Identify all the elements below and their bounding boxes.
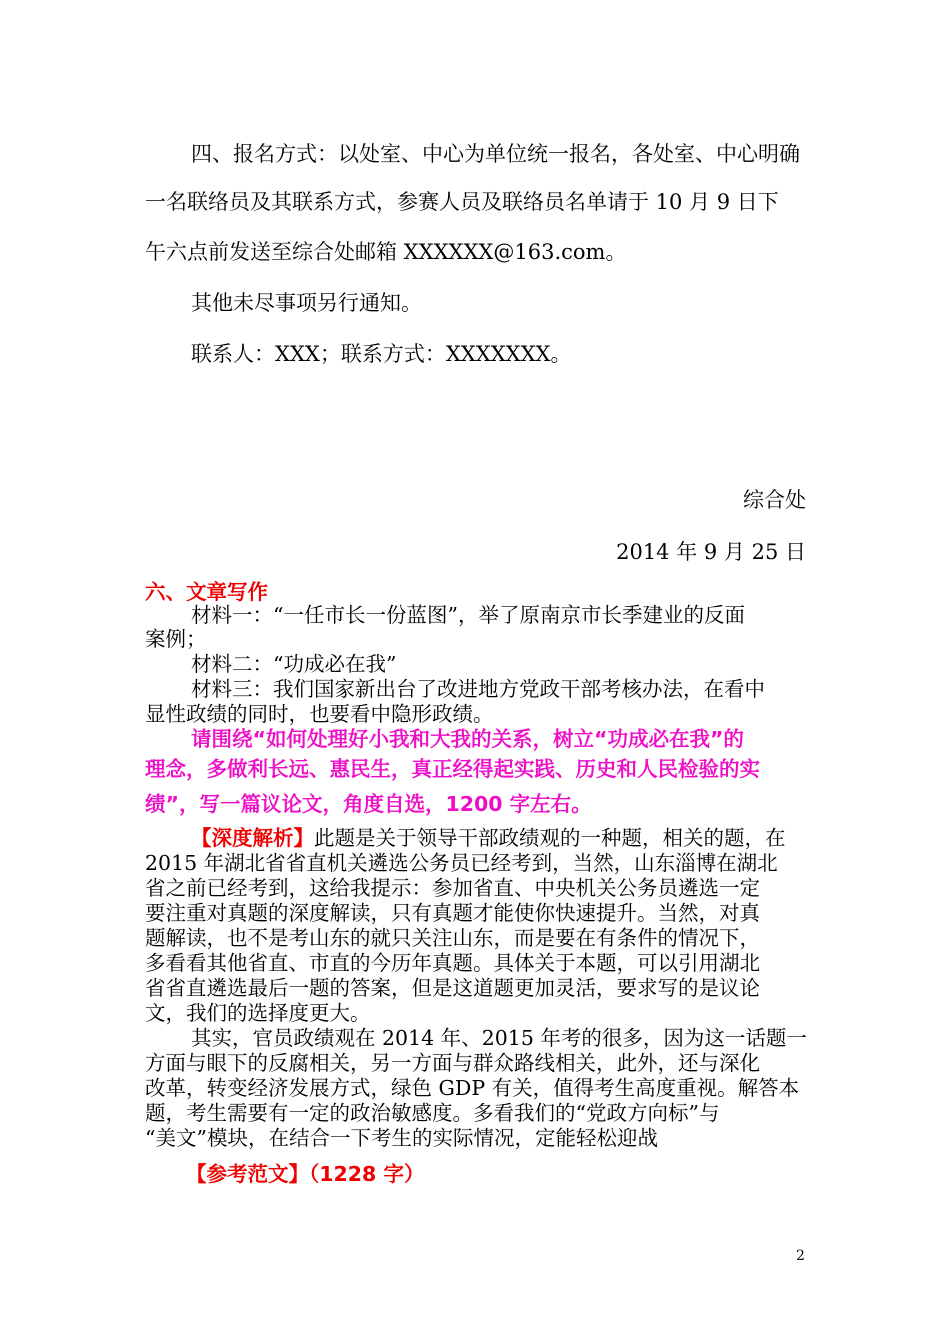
analysis-p2-line-1: 其实，官员政绩观在 2014 年、2015 年考的很多，因为这一话题一 bbox=[191, 1026, 807, 1050]
reference-heading: 【参考范文】（1228 字） bbox=[186, 1162, 425, 1186]
material-3-line-1: 材料三：我们国家新出台了改进地方党政干部考核办法，在看中 bbox=[191, 677, 765, 701]
notice-signature: 综合处 bbox=[743, 488, 806, 512]
notice-line-1: 四、报名方式：以处室、中心为单位统一报名，各处室、中心明确 bbox=[191, 142, 800, 166]
analysis-p2-line-5: “美文”模块，在结合一下考生的实际情况，定能轻松迎战 bbox=[145, 1126, 658, 1150]
analysis-p2-line-4: 题，考生需要有一定的政治敏感度。多看我们的“党政方向标”与 bbox=[145, 1101, 720, 1125]
analysis-label: 【深度解析】 bbox=[191, 826, 314, 850]
analysis-line-4: 要注重对真题的深度解读，只有真题才能使你快速提升。当然，对真 bbox=[145, 901, 760, 925]
section-heading: 六、文章写作 bbox=[145, 580, 268, 604]
notice-other: 其他未尽事项另行通知。 bbox=[191, 291, 422, 315]
page-number: 2 bbox=[796, 1248, 805, 1264]
analysis-line-8: 文，我们的选择度更大。 bbox=[145, 1001, 371, 1025]
material-1-line-1: 材料一：“一任市长一份蓝图”，举了原南京市长季建业的反面 bbox=[191, 603, 745, 627]
analysis-p2-line-3: 改革，转变经济发展方式，绿色 GDP 有关，值得考生高度重视。解答本 bbox=[145, 1076, 800, 1100]
notice-contact: 联系人：XXX；联系方式：XXXXXXX。 bbox=[191, 342, 572, 366]
analysis-line-7: 省省直遴选最后一题的答案，但是这道题更加灵活，要求写的是议论 bbox=[145, 976, 760, 1000]
analysis-line-5: 题解读，也不是考山东的就只关注山东，而是要在有条件的情况下， bbox=[145, 926, 760, 950]
analysis-line-3: 省之前已经考到，这给我提示：参加省直、中央机关公务员遴选一定 bbox=[145, 876, 760, 900]
prompt-line-1: 请围绕“如何处理好小我和大我的关系，树立“功成必在我”的 bbox=[191, 727, 744, 751]
material-2: 材料二：“功成必在我” bbox=[191, 652, 397, 676]
analysis-line-2: 2015 年湖北省省直机关遴选公务员已经考到，当然，山东淄博在湖北 bbox=[145, 851, 778, 875]
material-1-line-2: 案例； bbox=[145, 627, 207, 651]
prompt-line-3: 绩”，写一篇议论文，角度自选，1200 字左右。 bbox=[145, 792, 592, 816]
analysis-line-1-text: 此题是关于领导干部政绩观的一种题，相关的题，在 bbox=[314, 826, 786, 850]
prompt-line-2: 理念，多做利长远、惠民生，真正经得起实践、历史和人民检验的实 bbox=[145, 757, 760, 781]
notice-line-3: 午六点前发送至综合处邮箱 XXXXXX@163.com。 bbox=[145, 240, 627, 264]
analysis-p2-line-2: 方面与眼下的反腐相关，另一方面与群众路线相关，此外，还与深化 bbox=[145, 1051, 760, 1075]
material-3-line-2: 显性政绩的同时，也要看中隐形政绩。 bbox=[145, 702, 494, 726]
notice-line-2: 一名联络员及其联系方式，参赛人员及联络员名单请于 10 月 9 日下 bbox=[145, 190, 779, 214]
notice-date: 2014 年 9 月 25 日 bbox=[616, 540, 806, 564]
analysis-line-6: 多看看其他省直、市直的今历年真题。具体关于本题，可以引用湖北 bbox=[145, 951, 760, 975]
